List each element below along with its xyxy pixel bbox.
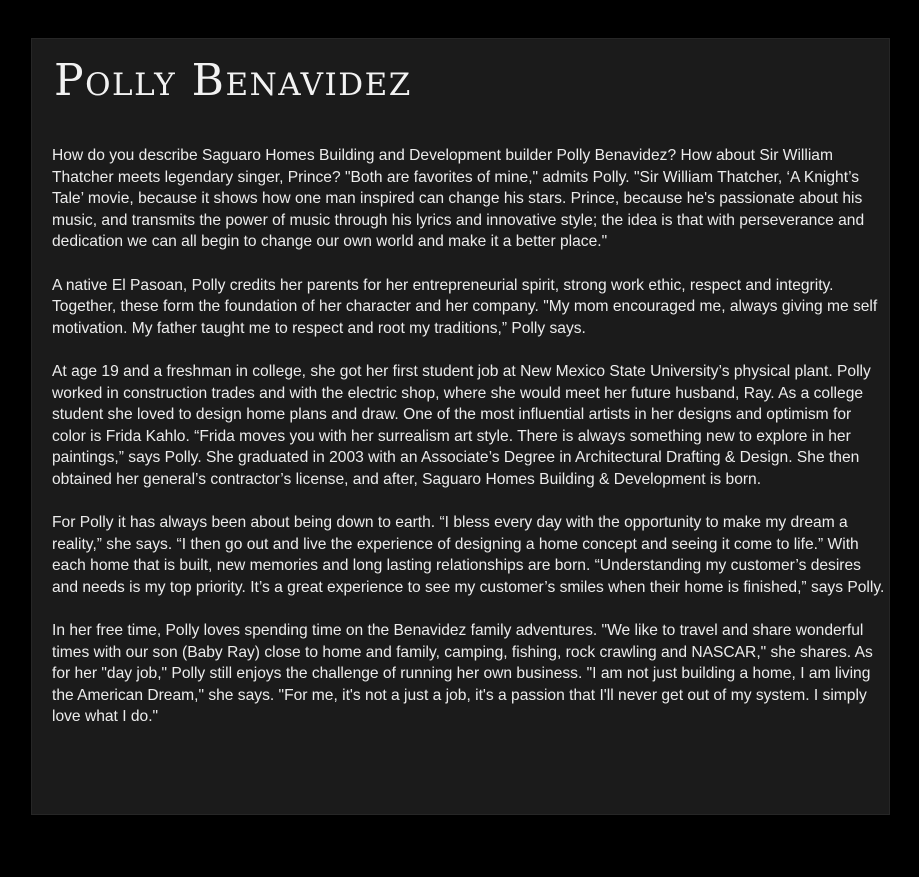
page-title: Polly Benavidez [54, 55, 412, 106]
bio-paragraph-1: How do you describe Saguaro Homes Building and Development builder Polly Benavidez? How about Sir William Thatcher meets legendary singer, Prince? "Both are favorites of mine," admits Polly. "Sir William Thatcher, ‘A Knight’s Tale’ movie, because it shows how one man inspired can change his stars. Prince, because he's passionate about his music, and transmits the power of music through his lyrics and innovative style; the idea is that with perseverance and dedication we can all begin to change our own world and make it a better place." [52, 147, 865, 251]
bio-paragraph-5: In her free time, Polly loves spending time on the Benavidez family adventures. "We like to travel and share wonderful times with our son (Baby Ray) close to home and family, camping, fishing, rock crawling and NASCAR," she shares. As for her "day job," Polly still enjoys the challenge of running her own business. "I am not just building a home, I am living the American Dream," she says. "For me, it's not a just a job, it's a passion that I'll never get out of my system. I simply love what I do." [52, 622, 873, 726]
bio-paragraph-4: For Polly it has always been about being down to earth. “I bless every day with the opportunity to make my dream a reality,” she says. “I then go out and live the experience of designing a home concept and seeing it come to life.” With each home that is built, new memories and long lasting relationships are born. “Understanding my customer’s desires and needs is my top priority. It’s a great experience to see my customer’s smiles when their home is finished,” says Polly. [52, 514, 885, 596]
bio-paragraph-3: At age 19 and a freshman in college, she got her first student job at New Mexico State University’s physical plant. Polly worked in construction trades and with the electric shop, where she would meet her future husband, Ray. As a college student she loved to design home plans and draw. One of the most influential artists in her designs and optimism for color is Frida Kahlo. “Frida moves you with her surrealism art style. There is always something new to explore in her paintings,” says Polly. She graduated in 2003 with an Associate’s Degree in Architectural Drafting & Design. She then obtained her general’s contractor’s license, and after, Saguaro Homes Building & Development is born. [52, 362, 871, 488]
bio-paragraph-2: A native El Pasoan, Polly credits her parents for her entrepreneurial spirit, strong work ethic, respect and integrity. Together, these form the foundation of her character and her company. "My mom encouraged me, always giving me self motivation. My father taught me to respect and root my traditions,” Polly says. [52, 276, 878, 337]
bio-panel [31, 38, 890, 815]
bio-article [52, 145, 886, 728]
